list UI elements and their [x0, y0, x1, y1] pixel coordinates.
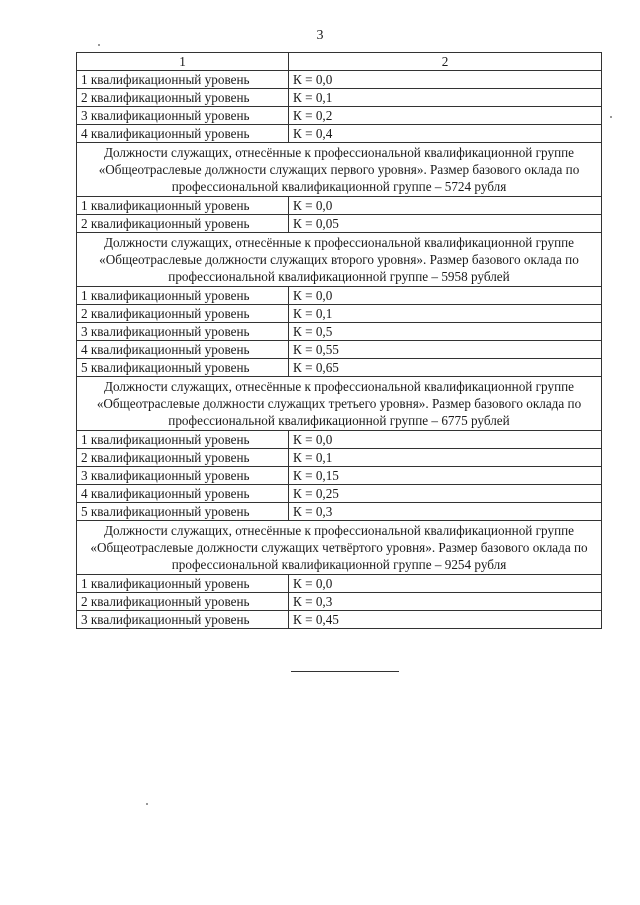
qualification-level-cell: 3 квалификационный уровень	[77, 467, 289, 485]
qualification-level-cell: 3 квалификационный уровень	[77, 107, 289, 125]
coefficient-cell: К = 0,15	[289, 467, 602, 485]
coefficient-table-body	[77, 53, 602, 629]
column-header-2: 2	[289, 53, 602, 71]
section-heading-row	[77, 143, 602, 197]
table-row	[77, 305, 602, 323]
coefficient-table	[76, 52, 602, 629]
coefficient-cell: К = 0,1	[289, 449, 602, 467]
qualification-level-cell: 4 квалификационный уровень	[77, 485, 289, 503]
qualification-level-cell: 3 квалификационный уровень	[77, 611, 289, 629]
table-row	[77, 485, 602, 503]
qualification-level-cell: 3 квалификационный уровень	[77, 323, 289, 341]
section-heading-row	[77, 233, 602, 287]
scan-speck	[146, 803, 148, 805]
table-row	[77, 449, 602, 467]
column-header-1: 1	[77, 53, 289, 71]
table-row	[77, 575, 602, 593]
coefficient-cell: К = 0,0	[289, 431, 602, 449]
qualification-level-cell: 4 квалификационный уровень	[77, 125, 289, 143]
qualification-level-cell: 1 квалификационный уровень	[77, 575, 289, 593]
qualification-level-cell: 2 квалификационный уровень	[77, 89, 289, 107]
section-heading: Должности служащих, отнесённые к профессиональной квалификационной группе «Общеотраслевые должности служащих первого уровня». Размер базового оклада по профессиональной квалификационной группе – 5724 рубля	[77, 143, 602, 197]
coefficient-cell: К = 0,3	[289, 593, 602, 611]
table-row	[77, 107, 602, 125]
coefficient-cell: К = 0,5	[289, 323, 602, 341]
coefficient-cell: К = 0,1	[289, 89, 602, 107]
section-heading-row	[77, 377, 602, 431]
section-heading: Должности служащих, отнесённые к профессиональной квалификационной группе «Общеотраслевые должности служащих второго уровня». Размер базового оклада по профессиональной квалификационной группе – 5958 рублей	[77, 233, 602, 287]
table-row	[77, 215, 602, 233]
coefficient-cell: К = 0,05	[289, 215, 602, 233]
qualification-level-cell: 2 квалификационный уровень	[77, 449, 289, 467]
page-number: 3	[316, 28, 324, 43]
coefficient-cell: К = 0,2	[289, 107, 602, 125]
scan-speck	[610, 116, 612, 118]
table-row	[77, 503, 602, 521]
coefficient-cell: К = 0,55	[289, 341, 602, 359]
table-row	[77, 71, 602, 89]
coefficient-cell: К = 0,1	[289, 305, 602, 323]
coefficient-cell: К = 0,0	[289, 197, 602, 215]
qualification-level-cell: 2 квалификационный уровень	[77, 305, 289, 323]
qualification-level-cell: 5 квалификационный уровень	[77, 503, 289, 521]
qualification-level-cell: 1 квалификационный уровень	[77, 287, 289, 305]
coefficient-cell: К = 0,0	[289, 71, 602, 89]
table-row	[77, 593, 602, 611]
table-row	[77, 359, 602, 377]
table-row	[77, 431, 602, 449]
table-row	[77, 89, 602, 107]
table-row	[77, 287, 602, 305]
header-row	[77, 53, 602, 71]
coefficient-cell: К = 0,0	[289, 287, 602, 305]
qualification-level-cell: 1 квалификационный уровень	[77, 197, 289, 215]
scan-speck	[98, 44, 100, 46]
qualification-level-cell: 1 квалификационный уровень	[77, 71, 289, 89]
end-divider	[291, 671, 399, 672]
section-heading: Должности служащих, отнесённые к профессиональной квалификационной группе «Общеотраслевые должности служащих третьего уровня». Размер базового оклада по профессиональной квалификационной группе – 6775 рублей	[77, 377, 602, 431]
table-row	[77, 197, 602, 215]
qualification-level-cell: 2 квалификационный уровень	[77, 215, 289, 233]
table-row	[77, 341, 602, 359]
table-row	[77, 323, 602, 341]
coefficient-cell: К = 0,4	[289, 125, 602, 143]
coefficient-cell: К = 0,0	[289, 575, 602, 593]
qualification-level-cell: 4 квалификационный уровень	[77, 341, 289, 359]
coefficient-cell: К = 0,45	[289, 611, 602, 629]
qualification-level-cell: 5 квалификационный уровень	[77, 359, 289, 377]
coefficient-cell: К = 0,65	[289, 359, 602, 377]
qualification-level-cell: 2 квалификационный уровень	[77, 593, 289, 611]
qualification-level-cell: 1 квалификационный уровень	[77, 431, 289, 449]
table-row	[77, 467, 602, 485]
section-heading-row	[77, 521, 602, 575]
table-row	[77, 611, 602, 629]
coefficient-cell: К = 0,25	[289, 485, 602, 503]
table-row	[77, 125, 602, 143]
section-heading: Должности служащих, отнесённые к профессиональной квалификационной группе «Общеотраслевые должности служащих четвёртого уровня». Размер базового оклада по профессиональной квалификационной группе – 9254 рубля	[77, 521, 602, 575]
coefficient-cell: К = 0,3	[289, 503, 602, 521]
